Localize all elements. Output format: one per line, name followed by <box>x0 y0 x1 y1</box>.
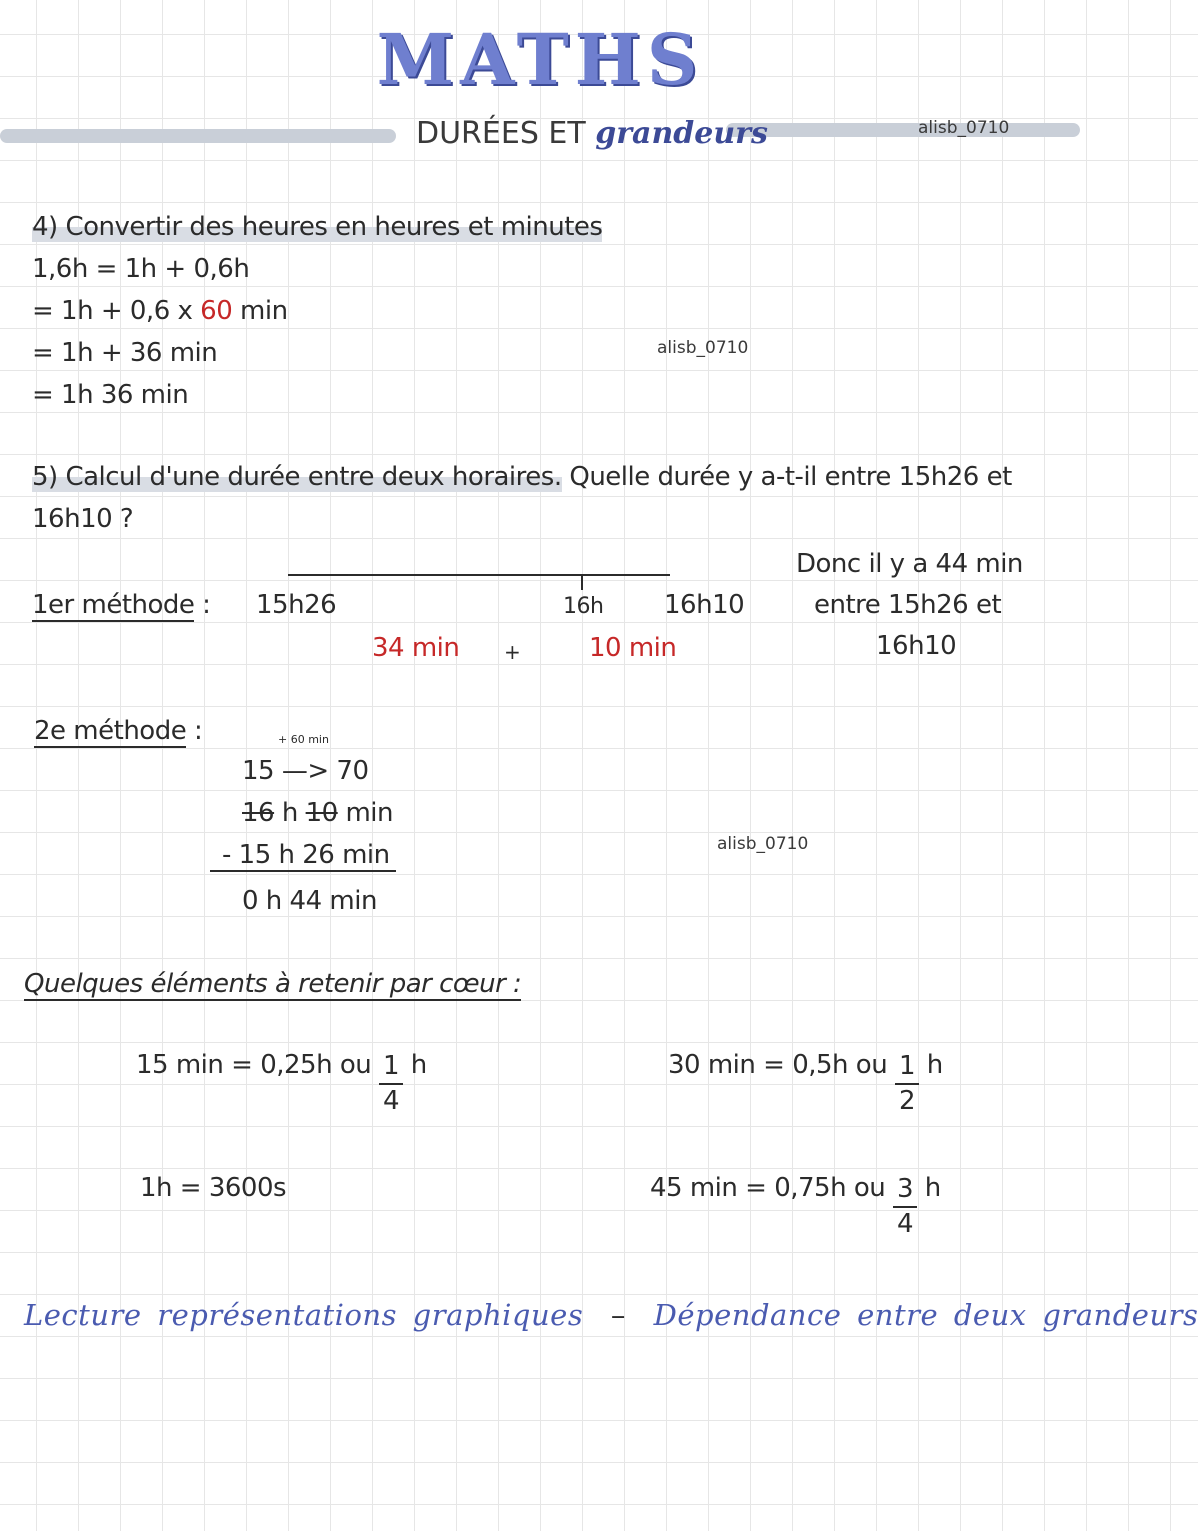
section4-line-1: 1,6h = 1h + 0,6h <box>32 254 250 284</box>
memo-item-2-fraction <box>895 1050 919 1117</box>
section4-line-2-text: = 1h + 0,6 x <box>32 296 193 326</box>
method2-result: 0 h 44 min <box>242 886 377 916</box>
method1-label: 1er méthode <box>32 590 195 620</box>
watermark-middle: alisb_0710 <box>657 338 749 358</box>
memo-item-1-numerator: 1 <box>379 1050 403 1085</box>
segment-2-duration: 10 min <box>589 633 677 663</box>
memo-item-1-text: 15 min = 0,25h ou <box>136 1050 372 1080</box>
method2-row-1-h: h <box>274 798 306 828</box>
footer-link-dependence[interactable]: Dépendance entre deux grandeurs <box>653 1298 1198 1332</box>
section4-line-2 <box>32 296 288 326</box>
memo-item-2-denominator: 2 <box>898 1085 915 1116</box>
method2-colon: : <box>193 716 203 746</box>
timeline-end: 16h10 <box>664 590 745 620</box>
memo-item-4-fraction <box>893 1173 917 1240</box>
memo-item-2-text: 30 min = 0,5h ou <box>668 1050 888 1080</box>
subtitle-plain: DURÉES ET <box>416 116 586 151</box>
memo-item-2-unit: h <box>926 1050 943 1080</box>
memo-item-2 <box>668 1050 943 1117</box>
memo-item-1-unit: h <box>410 1050 427 1080</box>
header-divider-right <box>726 123 1080 137</box>
method2-row-2: - 15 h 26 min <box>222 840 390 870</box>
memo-item-2-numerator: 1 <box>895 1050 919 1085</box>
memo-item-4 <box>650 1173 941 1240</box>
header-divider-left <box>0 129 396 143</box>
method2-label: 2e méthode <box>34 716 187 746</box>
method2-row-1 <box>242 798 393 828</box>
page-title: MATHS <box>376 18 704 101</box>
memo-item-4-denominator: 4 <box>896 1208 914 1239</box>
conclusion-line-1: Donc il y a 44 min <box>796 549 1023 579</box>
footer-link-graphs[interactable]: Lecture représentations graphiques <box>24 1298 584 1332</box>
memo-heading-text: Quelques éléments à retenir par cœur : <box>24 969 522 999</box>
method2-row-1-minutes: 10 <box>305 798 338 828</box>
memo-item-4-numerator: 3 <box>893 1173 917 1208</box>
memo-item-4-unit: h <box>924 1173 941 1203</box>
method2-row-1-hours: 16 <box>242 798 275 828</box>
conclusion-line-3: 16h10 <box>876 631 957 661</box>
section4-line-4: = 1h 36 min <box>32 380 189 410</box>
timeline-mid: 16h <box>563 594 604 619</box>
conclusion-line-2: entre 15h26 et <box>814 590 1002 620</box>
memo-item-1-fraction <box>379 1050 403 1117</box>
section4-line-3: = 1h + 36 min <box>32 338 218 368</box>
timeline-line <box>288 574 670 576</box>
segment-1-duration: 34 min <box>372 633 460 663</box>
method1-colon: : <box>202 590 211 620</box>
section4-heading-text: 4) Convertir des heures en heures et minutes <box>32 212 603 242</box>
section4-heading <box>32 212 602 242</box>
section5-heading-text: 5) Calcul d'une durée entre deux horaires. <box>32 462 562 492</box>
memo-heading <box>24 969 521 999</box>
watermark-top: alisb_0710 <box>918 118 1010 138</box>
section4-line-2-unit: min <box>240 296 288 326</box>
memo-item-1 <box>136 1050 427 1117</box>
segment-plus: + <box>504 640 521 664</box>
section5-question-line2: 16h10 ? <box>32 504 134 534</box>
memo-item-4-text: 45 min = 0,75h ou <box>650 1173 886 1203</box>
watermark-lower: alisb_0710 <box>717 834 809 854</box>
section4-line-2-sixty: 60 <box>200 296 233 326</box>
timeline-tick <box>581 574 583 590</box>
footer-separator: – <box>610 1298 626 1332</box>
memo-item-1-denominator: 4 <box>382 1085 400 1116</box>
section5-heading <box>32 462 1012 492</box>
memo-item-3: 1h = 3600s <box>140 1173 287 1203</box>
method2-note: + 60 min <box>278 733 329 746</box>
timeline-start: 15h26 <box>256 590 337 620</box>
footer-links <box>24 1298 1198 1332</box>
method2-subtraction-line <box>210 870 396 872</box>
page-subtitle <box>416 116 768 151</box>
method2-carry: 15 —> 70 <box>242 756 369 786</box>
method1-label-row <box>32 590 210 620</box>
subtitle-cursive: grandeurs <box>595 116 768 151</box>
method2-row-1-unit: min <box>337 798 393 828</box>
method2-label-row <box>34 716 202 746</box>
section5-question: Quelle durée y a-t-il entre 15h26 et <box>569 462 1012 492</box>
